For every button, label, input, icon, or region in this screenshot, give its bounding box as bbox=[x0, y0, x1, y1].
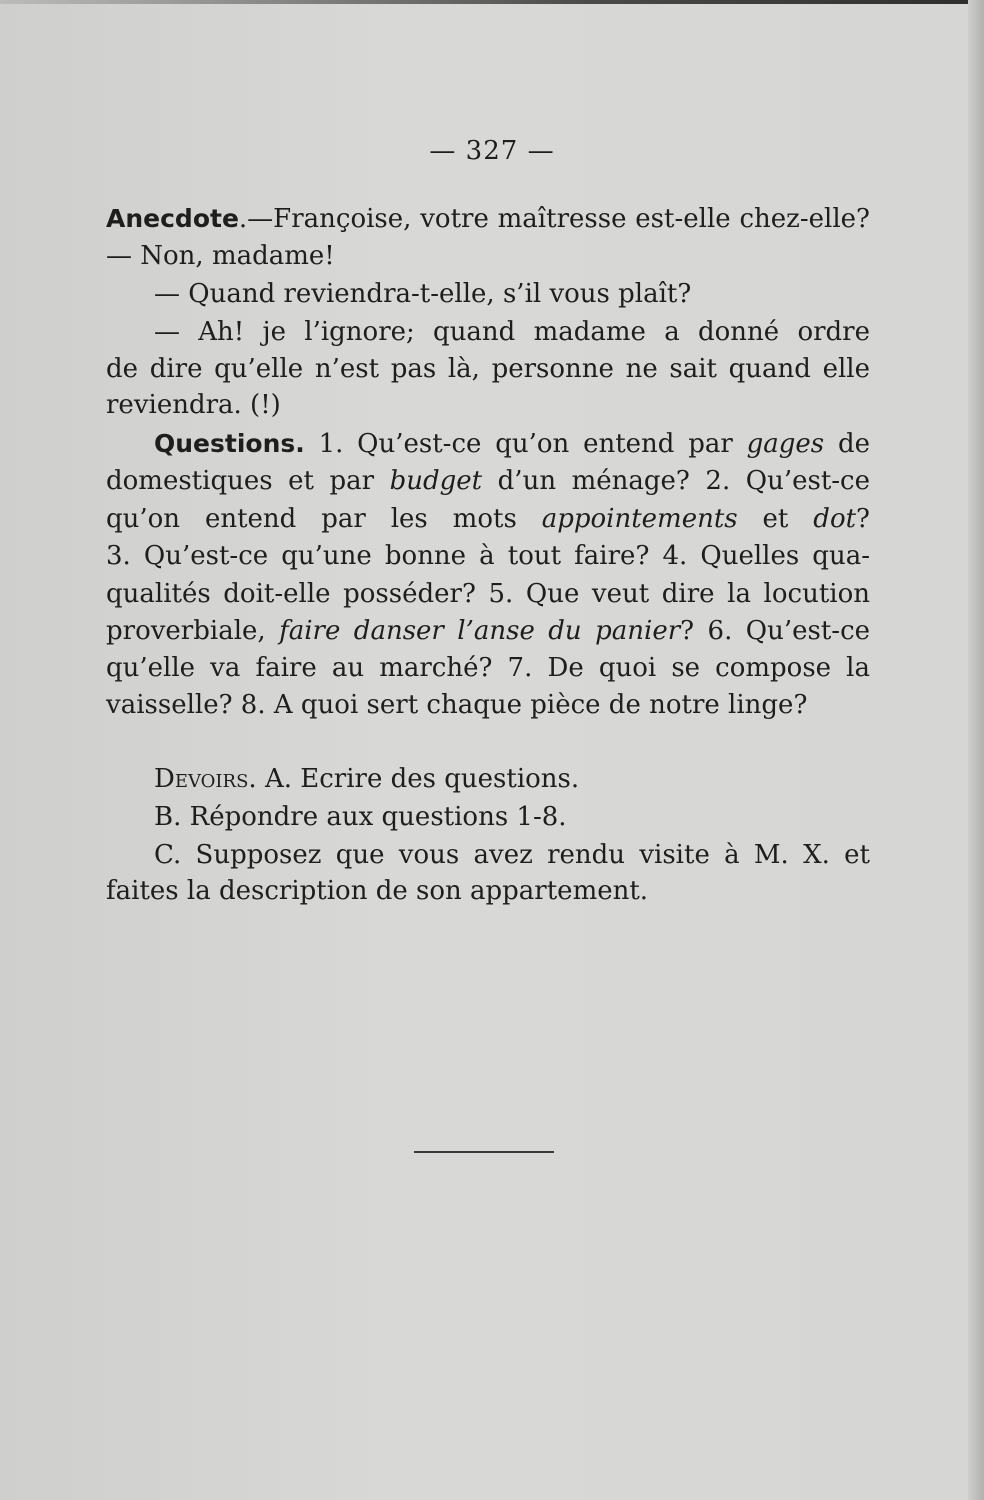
anecdote-line-6: reviendra. (!) bbox=[106, 390, 281, 420]
devoirs-a: A. Ecrire des questions. bbox=[256, 764, 580, 794]
devoirs-line-b: B. Répondre aux questions 1-8. bbox=[154, 802, 567, 832]
questions-line-1-end: de bbox=[824, 429, 870, 459]
anecdote-line-2: — Non, madame! bbox=[106, 241, 335, 271]
questions-line-7: qu’elle va faire au marché? 7. De quoi se compose la bbox=[106, 653, 870, 683]
questions-term-appointements: appointements bbox=[541, 504, 738, 534]
questions-term-budget: budget bbox=[389, 466, 483, 496]
questions-term-anse-du-panier: faire danser l’anse du panier bbox=[279, 616, 681, 646]
anecdote-line-3: — Quand reviendra-t-elle, s’il vous plaît? bbox=[154, 279, 692, 309]
questions-line-6-end: ? 6. Qu’est-ce bbox=[680, 616, 871, 646]
devoirs-line-a bbox=[154, 762, 918, 796]
questions-line-2 bbox=[106, 464, 870, 498]
anecdote-line-1 bbox=[106, 202, 870, 236]
anecdote-line-4: — Ah! je l’ignore; quand madame a donné ordre bbox=[154, 317, 870, 347]
questions-term-gages: gages bbox=[746, 429, 825, 459]
section-divider-rule bbox=[414, 1151, 554, 1153]
questions-line-4: 3. Qu’est-ce qu’une bonne à tout faire? 4. Quelles qua- bbox=[106, 541, 870, 571]
page-top-edge bbox=[0, 0, 984, 4]
anecdote-heading: Anecdote bbox=[106, 204, 239, 233]
questions-term-dot: dot bbox=[813, 504, 857, 534]
questions-line-2-end: d’un ménage? 2. Qu’est-ce bbox=[482, 466, 870, 496]
questions-line-3-end: ? bbox=[856, 504, 870, 534]
questions-line-8: vaisselle? 8. A quoi sert chaque pièce de notre linge? bbox=[106, 690, 808, 720]
questions-line-3-text: qu’on entend par les mots bbox=[106, 504, 542, 534]
questions-line-3 bbox=[106, 502, 870, 536]
questions-line-2-text: domestiques et par bbox=[106, 466, 390, 496]
devoirs-line-c: C. Supposez que vous avez rendu visite à M. X. et bbox=[154, 840, 870, 870]
questions-line-3-mid: et bbox=[737, 504, 814, 534]
questions-line-6-text: proverbiale, bbox=[106, 616, 280, 646]
anecdote-line-5: de dire qu’elle n’est pas là, personne ne sait quand elle bbox=[106, 354, 870, 384]
questions-line-5: qualités doit-elle posséder? 5. Que veut dire la locution bbox=[106, 579, 870, 609]
questions-line-1-text: 1. Qu’est-ce qu’on entend par bbox=[304, 429, 747, 459]
questions-line-6 bbox=[106, 614, 870, 648]
page-number: — 327 — bbox=[429, 136, 555, 166]
page-right-edge bbox=[968, 0, 984, 1500]
devoirs-line-c-cont: faites la description de son appartement. bbox=[106, 876, 649, 906]
questions-line-1 bbox=[154, 427, 870, 461]
anecdote-line-1-text: .—Françoise, votre maîtresse est-elle chez-elle? bbox=[238, 204, 870, 234]
questions-heading: Questions. bbox=[154, 429, 305, 458]
devoirs-heading: Devoirs. bbox=[154, 764, 257, 794]
